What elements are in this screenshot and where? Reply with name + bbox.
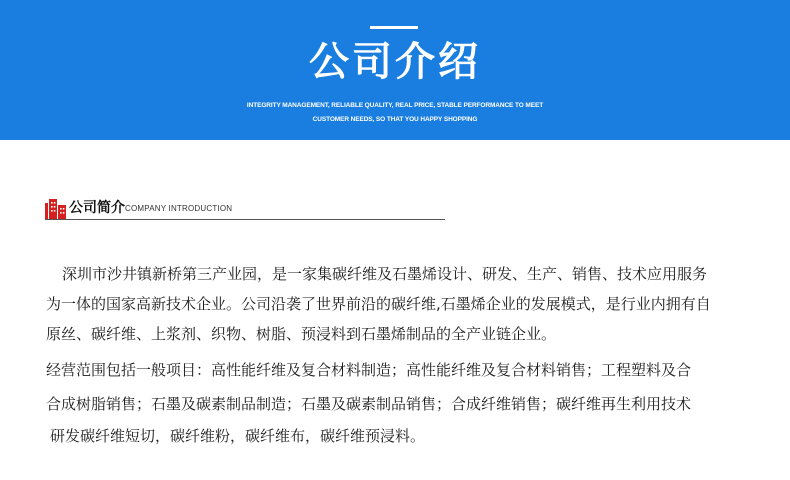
- section-title: 公司简介: [69, 200, 125, 216]
- section-divider: [45, 219, 445, 220]
- content-line-6: 研发碳纤维短切，碳纤维粉，碳纤维布，碳纤维预浸料。: [50, 427, 426, 445]
- banner-subtitle-line-2: CUSTOMER NEEDS, SO THAT YOU HAPPY SHOPPING: [312, 116, 478, 123]
- content-line-2: 为一体的国家高新技术企业。公司沿袭了世界前沿的碳纤维,石墨烯企业的发展模式，是行业内拥有自: [46, 295, 711, 313]
- header-banner: [0, 0, 790, 140]
- content-line-3: 原丝、碳纤维、上浆剂、织物、树脂、预浸料到石墨烯制品的全产业链企业。: [46, 325, 557, 343]
- building-icon: [45, 199, 67, 219]
- content-line-1: 深圳市沙井镇新桥第三产业园，是一家集碳纤维及石墨烯设计、研发、生产、销售、技术应用服务: [62, 265, 708, 283]
- banner-subtitle-line-1: INTEGRITY MANAGEMENT, RELIABLE QUALITY, REAL PRICE, STABLE PERFORMANCE TO MEET: [246, 102, 544, 109]
- content-line-5: 合成树脂销售；石墨及碳素制品制造；石墨及碳素制品销售；合成纤维销售；碳纤维再生利用技术: [46, 395, 692, 413]
- section-subtitle-en: COMPANY INTRODUCTION: [125, 204, 233, 213]
- section-header: [45, 197, 445, 223]
- banner-title: 公司介绍: [309, 39, 481, 85]
- content-line-4: 经营范围包括一般项目：高性能纤维及复合材料制造；高性能纤维及复合材料销售；工程塑料及合: [46, 361, 692, 379]
- title-dash-decoration: [370, 26, 418, 29]
